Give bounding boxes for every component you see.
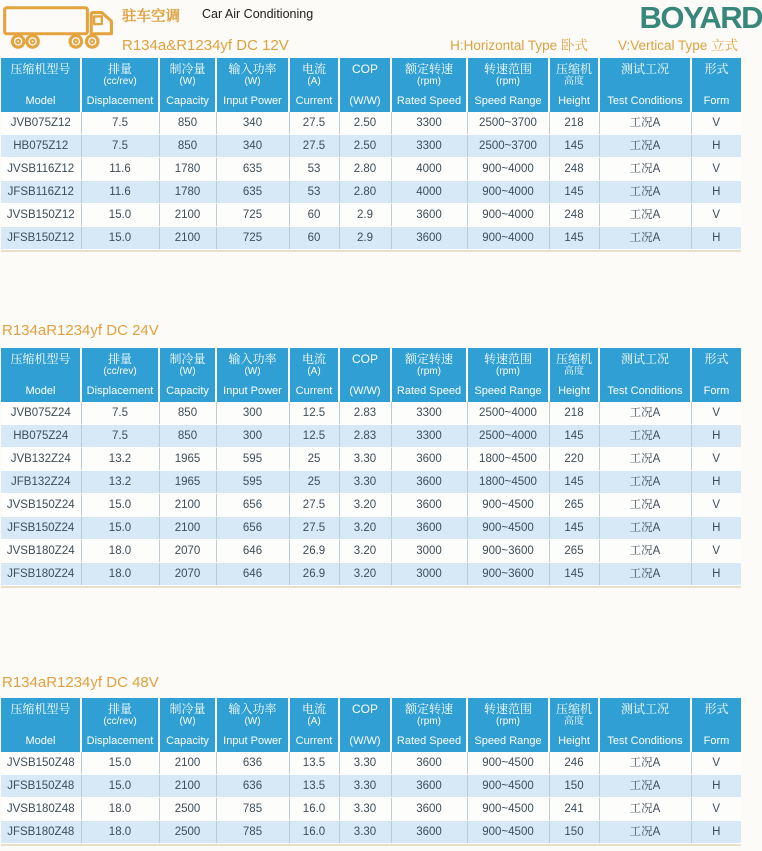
table-cell: H bbox=[691, 517, 741, 540]
model-cell: JVSB180Z24 bbox=[1, 540, 81, 563]
table-cell: 2100 bbox=[159, 204, 216, 227]
table-cell: V bbox=[691, 204, 741, 227]
header-row bbox=[1, 58, 741, 112]
table-cell: 15.0 bbox=[81, 204, 159, 227]
table-cell: 2500~3700 bbox=[467, 112, 549, 135]
table-cell: 595 bbox=[216, 471, 289, 494]
table-cell: 900~3600 bbox=[467, 540, 549, 563]
table-cell: 工况A bbox=[599, 448, 691, 471]
table-cell: 340 bbox=[216, 135, 289, 158]
table-cell: 工况A bbox=[599, 798, 691, 821]
column-header: 制冷量 (W) Capacity bbox=[159, 58, 216, 112]
table-cell: H bbox=[691, 563, 741, 586]
model-cell: HB075Z12 bbox=[1, 135, 81, 158]
table-cell: 900~4500 bbox=[467, 752, 549, 775]
table-cell: 785 bbox=[216, 798, 289, 821]
table-cell: H bbox=[691, 425, 741, 448]
table-row bbox=[1, 494, 741, 517]
type-legend bbox=[450, 34, 738, 54]
table-cell: 265 bbox=[549, 494, 599, 517]
column-header: 额定转速 (rpm) Rated Speed bbox=[391, 348, 467, 402]
table-cell: 11.6 bbox=[81, 181, 159, 204]
table-cell: 340 bbox=[216, 112, 289, 135]
column-header: 测试工况 Test Conditions bbox=[599, 58, 691, 112]
table-row bbox=[1, 540, 741, 563]
table-cell: 900~4000 bbox=[467, 227, 549, 250]
table-cell: V bbox=[691, 448, 741, 471]
table-cell: 145 bbox=[549, 563, 599, 586]
table-cell: 3600 bbox=[391, 798, 467, 821]
table-cell: 850 bbox=[159, 425, 216, 448]
spec-table-24v bbox=[1, 348, 741, 588]
table-cell: 工况A bbox=[599, 494, 691, 517]
model-cell: JFSB150Z12 bbox=[1, 227, 81, 250]
table-title-12v: R134a&R1234yf DC 12V bbox=[122, 37, 289, 54]
table-cell: 150 bbox=[549, 775, 599, 798]
legend-horizontal: H:Horizontal Type 卧式 bbox=[450, 38, 588, 53]
table-cell: 636 bbox=[216, 775, 289, 798]
table-cell: H bbox=[691, 227, 741, 250]
table-cell: 3000 bbox=[391, 563, 467, 586]
table-cell: 27.5 bbox=[289, 112, 339, 135]
table-row bbox=[1, 517, 741, 540]
table-cell: 3600 bbox=[391, 821, 467, 844]
table-cell: 900~4500 bbox=[467, 821, 549, 844]
table-row bbox=[1, 752, 741, 775]
table-cell: 4000 bbox=[391, 181, 467, 204]
table-cell: 工况A bbox=[599, 402, 691, 425]
product-title-en: Car Air Conditioning bbox=[202, 7, 314, 21]
column-header: 制冷量 (W) Capacity bbox=[159, 348, 216, 402]
column-header: 电流 (A) Current bbox=[289, 348, 339, 402]
spec-table bbox=[1, 348, 741, 586]
table-cell: 7.5 bbox=[81, 402, 159, 425]
table-cell: 3.20 bbox=[339, 517, 391, 540]
column-header: 制冷量 (W) Capacity bbox=[159, 698, 216, 752]
table-cell: 3.20 bbox=[339, 563, 391, 586]
table-title-48v: R134aR1234yf DC 48V bbox=[2, 674, 159, 691]
model-cell: JFSB150Z24 bbox=[1, 517, 81, 540]
truck-icon bbox=[2, 2, 117, 52]
table-row bbox=[1, 471, 741, 494]
table-cell: 900~4000 bbox=[467, 181, 549, 204]
model-cell: JFSB116Z12 bbox=[1, 181, 81, 204]
table-cell: 3600 bbox=[391, 448, 467, 471]
column-header: COP (W/W) bbox=[339, 58, 391, 112]
table-cell: H bbox=[691, 821, 741, 844]
table-cell: H bbox=[691, 135, 741, 158]
table-cell: 工况A bbox=[599, 181, 691, 204]
table-cell: 1800~4500 bbox=[467, 471, 549, 494]
column-header: 排量 (cc/rev) Displacement bbox=[81, 698, 159, 752]
table-cell: 16.0 bbox=[289, 821, 339, 844]
column-header: 转速范围 (rpm) Speed Range bbox=[467, 698, 549, 752]
column-header: 压缩机 高度 Height bbox=[549, 348, 599, 402]
table-cell: 2100 bbox=[159, 517, 216, 540]
column-header: 转速范围 (rpm) Speed Range bbox=[467, 58, 549, 112]
table-cell: 27.5 bbox=[289, 135, 339, 158]
table-cell: 3300 bbox=[391, 425, 467, 448]
table-cell: V bbox=[691, 494, 741, 517]
table-row bbox=[1, 448, 741, 471]
table-cell: V bbox=[691, 402, 741, 425]
table-title-24v: R134aR1234yf DC 24V bbox=[2, 322, 159, 339]
column-header: 排量 (cc/rev) Displacement bbox=[81, 348, 159, 402]
table-cell: 7.5 bbox=[81, 135, 159, 158]
table-cell: 3.20 bbox=[339, 540, 391, 563]
table-cell: 2.50 bbox=[339, 135, 391, 158]
model-cell: JVSB150Z12 bbox=[1, 204, 81, 227]
table-cell: 53 bbox=[289, 181, 339, 204]
table-cell: 3.20 bbox=[339, 494, 391, 517]
table-cell: 2070 bbox=[159, 540, 216, 563]
column-header: COP (W/W) bbox=[339, 698, 391, 752]
table-cell: 1965 bbox=[159, 448, 216, 471]
column-header: 转速范围 (rpm) Speed Range bbox=[467, 348, 549, 402]
table-row bbox=[1, 135, 741, 158]
column-header: 额定转速 (rpm) Rated Speed bbox=[391, 698, 467, 752]
column-header: 输入功率 (W) Input Power bbox=[216, 58, 289, 112]
table-cell: 3.30 bbox=[339, 752, 391, 775]
header-row bbox=[1, 348, 741, 402]
table-cell: 工况A bbox=[599, 821, 691, 844]
model-cell: JFB132Z24 bbox=[1, 471, 81, 494]
table-cell: 工况A bbox=[599, 517, 691, 540]
table-cell: 2500~3700 bbox=[467, 135, 549, 158]
model-cell: HB075Z24 bbox=[1, 425, 81, 448]
table-cell: 145 bbox=[549, 425, 599, 448]
table-cell: 3600 bbox=[391, 204, 467, 227]
column-header: 电流 (A) Current bbox=[289, 698, 339, 752]
column-header: 输入功率 (W) Input Power bbox=[216, 698, 289, 752]
table-cell: 900~4500 bbox=[467, 775, 549, 798]
table-row bbox=[1, 563, 741, 586]
table-cell: 12.5 bbox=[289, 402, 339, 425]
table-cell: 3600 bbox=[391, 471, 467, 494]
table-cell: 工况A bbox=[599, 775, 691, 798]
table-row bbox=[1, 798, 741, 821]
table-cell: V bbox=[691, 158, 741, 181]
table-cell: 2.80 bbox=[339, 158, 391, 181]
table-cell: 248 bbox=[549, 158, 599, 181]
table-cell: 656 bbox=[216, 494, 289, 517]
model-cell: JVB075Z12 bbox=[1, 112, 81, 135]
model-cell: JVB132Z24 bbox=[1, 448, 81, 471]
table-cell: 15.0 bbox=[81, 517, 159, 540]
table-cell: 2070 bbox=[159, 563, 216, 586]
column-header: 测试工况 Test Conditions bbox=[599, 348, 691, 402]
column-header: 压缩机型号 Model bbox=[1, 58, 81, 112]
table-cell: 工况A bbox=[599, 425, 691, 448]
table-cell: 900~4500 bbox=[467, 494, 549, 517]
table-cell: 656 bbox=[216, 517, 289, 540]
spec-table-12v bbox=[1, 58, 741, 252]
table-cell: 工况A bbox=[599, 158, 691, 181]
table-row bbox=[1, 821, 741, 844]
table-cell: 16.0 bbox=[289, 798, 339, 821]
table-cell: 3300 bbox=[391, 402, 467, 425]
table-cell: 218 bbox=[549, 112, 599, 135]
table-cell: 18.0 bbox=[81, 798, 159, 821]
table-cell: 2100 bbox=[159, 494, 216, 517]
table-cell: 工况A bbox=[599, 112, 691, 135]
table-cell: 2.50 bbox=[339, 112, 391, 135]
table-cell: 2500 bbox=[159, 798, 216, 821]
table-cell: 27.5 bbox=[289, 517, 339, 540]
column-header: 形式 Form bbox=[691, 58, 741, 112]
table-cell: 3.30 bbox=[339, 775, 391, 798]
model-cell: JFSB150Z48 bbox=[1, 775, 81, 798]
model-cell: JVSB150Z24 bbox=[1, 494, 81, 517]
subheader-row bbox=[122, 34, 738, 54]
table-cell: 241 bbox=[549, 798, 599, 821]
table-cell: 725 bbox=[216, 227, 289, 250]
table-cell: 2500 bbox=[159, 821, 216, 844]
table-cell: 145 bbox=[549, 181, 599, 204]
column-header: 电流 (A) Current bbox=[289, 58, 339, 112]
table-cell: H bbox=[691, 775, 741, 798]
table-cell: 246 bbox=[549, 752, 599, 775]
column-header: 测试工况 Test Conditions bbox=[599, 698, 691, 752]
boyard-logo: BOYARD bbox=[639, 0, 762, 35]
table-cell: 646 bbox=[216, 563, 289, 586]
table-row bbox=[1, 425, 741, 448]
table-cell: 3.30 bbox=[339, 448, 391, 471]
table-cell: 18.0 bbox=[81, 821, 159, 844]
table-cell: 220 bbox=[549, 448, 599, 471]
spec-table bbox=[1, 58, 741, 250]
table-cell: 工况A bbox=[599, 227, 691, 250]
table-cell: 3.30 bbox=[339, 471, 391, 494]
table-cell: 2.9 bbox=[339, 227, 391, 250]
table-cell: 7.5 bbox=[81, 425, 159, 448]
model-cell: JFSB180Z24 bbox=[1, 563, 81, 586]
table-cell: 900~4500 bbox=[467, 798, 549, 821]
column-header: 形式 Form bbox=[691, 698, 741, 752]
column-header: COP (W/W) bbox=[339, 348, 391, 402]
table-cell: 26.9 bbox=[289, 540, 339, 563]
table-cell: V bbox=[691, 752, 741, 775]
table-cell: 15.0 bbox=[81, 494, 159, 517]
table-cell: 145 bbox=[549, 517, 599, 540]
table-cell: 25 bbox=[289, 448, 339, 471]
table-cell: 3600 bbox=[391, 752, 467, 775]
legend-vertical: V:Vertical Type 立式 bbox=[617, 38, 738, 53]
table-cell: 2100 bbox=[159, 775, 216, 798]
table-cell: 15.0 bbox=[81, 227, 159, 250]
table-cell: 工况A bbox=[599, 471, 691, 494]
table-cell: 3600 bbox=[391, 517, 467, 540]
table-cell: 13.2 bbox=[81, 448, 159, 471]
table-cell: 工况A bbox=[599, 563, 691, 586]
table-cell: 27.5 bbox=[289, 494, 339, 517]
table-cell: 850 bbox=[159, 112, 216, 135]
table-cell: 7.5 bbox=[81, 112, 159, 135]
table-cell: 3000 bbox=[391, 540, 467, 563]
table-cell: 13.5 bbox=[289, 775, 339, 798]
table-cell: 工况A bbox=[599, 135, 691, 158]
table-cell: 850 bbox=[159, 135, 216, 158]
model-cell: JVSB116Z12 bbox=[1, 158, 81, 181]
spec-table-48v bbox=[1, 698, 741, 846]
table-cell: V bbox=[691, 112, 741, 135]
column-header: 压缩机型号 Model bbox=[1, 348, 81, 402]
table-cell: 18.0 bbox=[81, 563, 159, 586]
table-cell: 635 bbox=[216, 181, 289, 204]
table-row bbox=[1, 204, 741, 227]
table-row bbox=[1, 181, 741, 204]
table-cell: 850 bbox=[159, 402, 216, 425]
table-cell: 60 bbox=[289, 227, 339, 250]
table-cell: 13.5 bbox=[289, 752, 339, 775]
table-cell: 26.9 bbox=[289, 563, 339, 586]
product-title-zh: 驻车空调 bbox=[122, 9, 180, 25]
table-cell: 145 bbox=[549, 471, 599, 494]
table-cell: 2.80 bbox=[339, 181, 391, 204]
table-cell: 646 bbox=[216, 540, 289, 563]
spec-table bbox=[1, 698, 741, 844]
table-cell: 60 bbox=[289, 204, 339, 227]
table-cell: 2.83 bbox=[339, 425, 391, 448]
table-cell: 248 bbox=[549, 204, 599, 227]
table-cell: 18.0 bbox=[81, 540, 159, 563]
column-header: 压缩机型号 Model bbox=[1, 698, 81, 752]
table-cell: 145 bbox=[549, 135, 599, 158]
table-cell: 1965 bbox=[159, 471, 216, 494]
model-cell: JVSB150Z48 bbox=[1, 752, 81, 775]
table-cell: H bbox=[691, 181, 741, 204]
table-cell: 3600 bbox=[391, 494, 467, 517]
table-cell: 636 bbox=[216, 752, 289, 775]
table-cell: 工况A bbox=[599, 540, 691, 563]
table-cell: 725 bbox=[216, 204, 289, 227]
table-cell: 900~4000 bbox=[467, 204, 549, 227]
table-cell: 300 bbox=[216, 402, 289, 425]
table-cell: 13.2 bbox=[81, 471, 159, 494]
table-cell: 4000 bbox=[391, 158, 467, 181]
table-cell: 15.0 bbox=[81, 775, 159, 798]
table-cell: V bbox=[691, 798, 741, 821]
table-cell: 53 bbox=[289, 158, 339, 181]
table-cell: 2500~4000 bbox=[467, 425, 549, 448]
table-cell: 265 bbox=[549, 540, 599, 563]
table-cell: 25 bbox=[289, 471, 339, 494]
table-cell: 3300 bbox=[391, 112, 467, 135]
table-cell: 工况A bbox=[599, 204, 691, 227]
table-cell: 785 bbox=[216, 821, 289, 844]
table-cell: 1780 bbox=[159, 181, 216, 204]
table-cell: 3.30 bbox=[339, 798, 391, 821]
table-cell: 3600 bbox=[391, 775, 467, 798]
table-cell: 218 bbox=[549, 402, 599, 425]
column-header: 压缩机 高度 Height bbox=[549, 698, 599, 752]
column-header: 额定转速 (rpm) Rated Speed bbox=[391, 58, 467, 112]
table-cell: 3300 bbox=[391, 135, 467, 158]
model-cell: JFSB180Z48 bbox=[1, 821, 81, 844]
model-cell: JVB075Z24 bbox=[1, 402, 81, 425]
table-cell: 3600 bbox=[391, 227, 467, 250]
table-cell: 300 bbox=[216, 425, 289, 448]
header-row bbox=[1, 698, 741, 752]
column-header: 排量 (cc/rev) Displacement bbox=[81, 58, 159, 112]
table-cell: 1800~4500 bbox=[467, 448, 549, 471]
table-cell: 900~4500 bbox=[467, 517, 549, 540]
table-cell: 11.6 bbox=[81, 158, 159, 181]
table-cell: V bbox=[691, 540, 741, 563]
table-cell: 635 bbox=[216, 158, 289, 181]
table-cell: 2100 bbox=[159, 752, 216, 775]
column-header: 形式 Form bbox=[691, 348, 741, 402]
table-cell: 2500~4000 bbox=[467, 402, 549, 425]
table-cell: 1780 bbox=[159, 158, 216, 181]
table-cell: 12.5 bbox=[289, 425, 339, 448]
table-row bbox=[1, 402, 741, 425]
table-row bbox=[1, 227, 741, 250]
table-cell: 145 bbox=[549, 227, 599, 250]
table-row bbox=[1, 158, 741, 181]
table-cell: 2.9 bbox=[339, 204, 391, 227]
table-cell: 2100 bbox=[159, 227, 216, 250]
table-cell: 900~3600 bbox=[467, 563, 549, 586]
table-cell: 15.0 bbox=[81, 752, 159, 775]
table-row bbox=[1, 775, 741, 798]
table-cell: 工况A bbox=[599, 752, 691, 775]
table-row bbox=[1, 112, 741, 135]
model-cell: JVSB180Z48 bbox=[1, 798, 81, 821]
table-cell: 595 bbox=[216, 448, 289, 471]
table-cell: 2.83 bbox=[339, 402, 391, 425]
column-header: 输入功率 (W) Input Power bbox=[216, 348, 289, 402]
column-header: 压缩机 高度 Height bbox=[549, 58, 599, 112]
table-cell: 3.30 bbox=[339, 821, 391, 844]
table-cell: H bbox=[691, 471, 741, 494]
table-cell: 900~4000 bbox=[467, 158, 549, 181]
table-cell: 150 bbox=[549, 821, 599, 844]
